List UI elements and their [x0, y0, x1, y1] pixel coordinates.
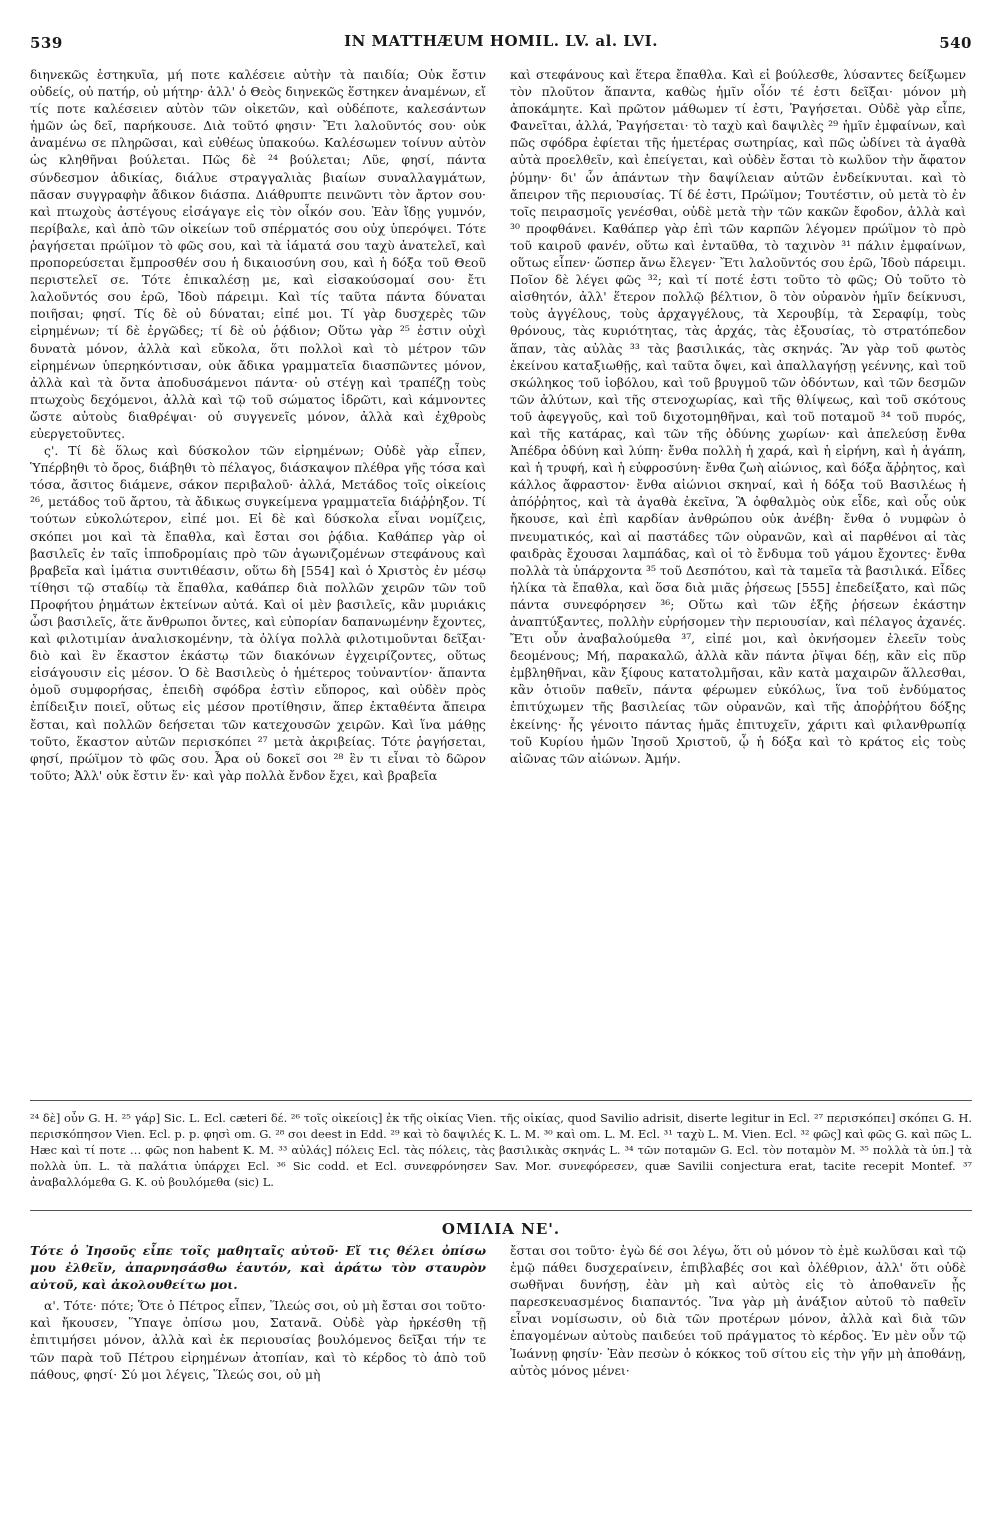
homily-divider [30, 1210, 972, 1211]
main-text-columns [30, 66, 972, 1106]
homily-title: ΟΜΙΛΙΑ ΝΕ'. [441, 1220, 561, 1238]
left-paragraph-1: διηνεκῶς ἑστηκυῖα, μή ποτε καλέσειε αὐτὴν τὰ παιδία; Οὐκ ἔστιν οὐδείς, οὐ πατήρ, οὐ μήτηρ· ἀλλ' ὁ Θεὸς διηνεκῶς ἕστηκεν ἀναμένων, εἴ τίς ποτε καλέσειεν αὐτὸν τῶν οἰκετῶν, καὶ οὐδέποτε, καλεσάντων ἡμῶν ὡς δεῖ, παρήκουσε. Διὰ τοῦτό φησιν· Ἔτι λαλοῦντός σου· οὐκ ἀναμένω σε πληρῶσαι, καὶ εὐθέως ὑπακούω. Καλέσωμεν τοίνυν αὐτὸν ὡς κληθῆναι βούλεται. Πῶς δὲ ²⁴ βούλεται; Λῦε, φησί, πάντα σύνδεσμον ἀδικίας, διάλυε στραγγαλιὰς βιαίων συναλλαγμάτων, πᾶσαν συγγραφὴν ἄδικον διάσπα. Διάθρυπτε πεινῶντι τὸν ἄρτον σου· καὶ πτωχοὺς ἀστέγους εἰσάγαγε εἰς τὸν οἶκόν σου. Ἐὰν ἴδῃς γυμνόν, περίβαλε, καὶ ἀπὸ τῶν οἰκείων τοῦ σπέρματός σου οὐχ ὑπερόψει. Τότε ῥαγήσεται πρώϊμον τὸ φῶς σου, καὶ τὰ ἰάματά σου ταχὺ ἀνατελεῖ, καὶ προπορεύσεται ἔμπροσθέν σου ἡ δικαιοσύνη σου, καὶ ἡ δόξα τοῦ Θεοῦ περιστελεῖ σε. Τότε ἐπικαλέσῃ με, καὶ εἰσακούσομαί σου· ἔτι λαλοῦντός σου ἐρῶ, Ἰδοὺ πάρειμι. Καὶ τίς ταῦτα πάντα δύναται ποιῆσαι; φησί. Τίς δὲ οὐ δύναται; εἰπέ μοι. Τί γὰρ δυσχερὲς τῶν εἰρημένων; τί δὲ ἐργῶδες; τί δὲ οὐ ῥᾴδιον; Οὕτω γὰρ ²⁵ ἐστιν οὐχὶ δυνατὰ μόνον, ἀλλὰ καὶ εὔκολα, ὅτι πολλοὶ καὶ τὸ μέτρον τῶν εἰρημένων ὑπερηκόντισαν, οὐκ ἄδικα γραμματεῖα διασπῶντες μόνον, ἀλλὰ καὶ τὰ ὄντα ἀποδυσάμενοι πάντα· οὐ στέγῃ καὶ τραπέζῃ τοὺς πτωχοὺς δεχόμενοι, ἀλλὰ καὶ τῷ τοῦ σώματος ἱδρῶτι, καὶ κάμνοντες ὥστε αὐτοὺς διαθρέψαι· οὐ συγγενεῖς μόνον, ἀλλὰ καὶ ἐχθροὺς εὐεργετοῦντες. [30, 67, 486, 441]
page-number-right: 540 [939, 34, 972, 52]
homily-left-body: α'. Τότε· πότε; Ὅτε ὁ Πέτρος εἶπεν, Ἵλεώς σοι, οὐ μὴ ἔσται σοι τοῦτο· καὶ ἤκουσεν, Ὕπαγε ὀπίσω μου, Σατανᾶ. Οὐδὲ γὰρ ἠρκέσθη τῇ ἐπιτιμήσει μόνον, ἀλλὰ καὶ ἐκ περιουσίας βουλόμενος δεῖξαι τήν τε τῶν παρὰ τοῦ Πέτρου εἰρημένων ἀτοπίαν, καὶ τὸ κέρδος τὸ ἀπὸ τοῦ πάθους, φησί· Σύ μοι λέγεις, Ἵλεώς σοι, οὐ μὴ [30, 1298, 486, 1382]
homily-right-body: ἔσται σοι τοῦτο· ἐγὼ δέ σοι λέγω, ὅτι οὐ μόνον τὸ ἐμὲ κωλῦσαι καὶ τῷ ἐμῷ πάθει δυσχεραίνειν, ἐπιβλαβές σοι καὶ ὀλέθριον, ἀλλ' ὅτι οὐδὲ σωθῆναι δυνήσῃ, ἐὰν μὴ καὶ αὐτὸς εἰς τὸ ἀποθανεῖν ᾖς παρεσκευασμένος διαπαντός. Ἵνα γὰρ μὴ ἀνάξιον αὐτοῦ τὸ παθεῖν εἶναι νομίσωσιν, οὐ διὰ τῶν προτέρων μόνον, ἀλλὰ καὶ διὰ τῶν ἐπαγομένων αὐτοὺς παιδεύει τοῦ πράγματος τὸ κέρδος. Ἐν μὲν οὖν τῷ Ἰωάννῃ φησίν· Ἐὰν πεσὼν ὁ κόκκος τοῦ σίτου εἰς τὴν γῆν μὴ ἀποθάνῃ, αὐτὸς μόνος μένει· [510, 1243, 966, 1378]
running-title: IN MATTHÆUM HOMIL. LV. al. LVI. [344, 32, 658, 50]
book-page [30, 30, 972, 1530]
homily-columns [30, 1242, 972, 1532]
footnote-divider [30, 1100, 972, 1101]
homily-lemma: Τότε ὁ Ἰησοῦς εἶπε τοῖς μαθηταῖς αὐτοῦ· Εἴ τις θέλει ὀπίσω μου ἐλθεῖν, ἀπαρνησάσθω ἑαυτόν, καὶ ἀράτω τὸν σταυρὸν αὐτοῦ, καὶ ἀκολουθείτω μοι. [30, 1243, 486, 1293]
homily-left-column [30, 1242, 486, 1383]
right-column [510, 66, 966, 1106]
left-paragraph-2: ς'. Τί δὲ ὅλως καὶ δύσκολον τῶν εἰρημένων; Οὐδὲ γὰρ εἶπεν, Ὑπέρβηθι τὸ ὄρος, διάβηθι τὸ πέλαγος, διάσκαψον πλέθρα γῆς τόσα καὶ τόσα, ἄσιτος διάμενε, σάκον περιβαλοῦ· ἀλλά, Μετάδος τοῖς οἰκείοις ²⁶, μετάδος τοῦ ἄρτου, τὰ ἄδικως συγκείμενα γραμματεῖα διάῤῥηξον. Τί τούτων εὐκολώτερον, εἰπέ μοι. Εἰ δὲ καὶ δύσκολα εἶναι νομίζεις, σκόπει μοι καὶ τὰ ἔπαθλα, καὶ ἔσται σοι ῥᾴδια. Καθάπερ γὰρ οἱ βασιλεῖς ἐν ταῖς ἱπποδρομίαις πρὸ τῶν ἀγωνιζομένων στεφάνους καὶ βραβεῖα καὶ ἱμάτια συντιθέασιν, οὕτω δὴ [554] καὶ ὁ Χριστὸς ἐν μέσῳ τίθησι τῷ σταδίῳ τὰ ἔπαθλα, καθάπερ διὰ πολλῶν χειρῶν τῶν τοῦ Προφήτου ῥημάτων ἐκτείνων αὐτά. Καὶ οἱ μὲν βασιλεῖς, κἂν μυριάκις ὦσι βασιλεῖς, ἅτε ἄνθρωποι ὄντες, καὶ εὐπορίαν δαπανωμένην ἔχοντες, καὶ φιλοτιμίαν ἀναλισκομένην, τὰ ὀλίγα πολλὰ φιλοτιμοῦνται δεῖξαι· διὸ καὶ ἓν ἕκαστον ἑκάστῳ τῶν διακόνων ἐγχειρίζοντες, οὕτως εἰσάγουσιν εἰς μέσον. Ὁ δὲ Βασιλεὺς ὁ ἡμέτερος τοὐναντίον· ἅπαντα ὁμοῦ συμφορήσας, ἐπειδὴ σφόδρα ἐστὶν εὔπορος, καὶ οὐδὲν πρὸς ἐπίδειξιν ποιεῖ, οὕτως εἰς μέσον προτίθησιν, ἅπερ ἐκταθέντα ἄπειρα ἔσται, καὶ πολλῶν δεήσεται τῶν κατεχουσῶν χειρῶν. Καὶ ἵνα μάθῃς τοῦτο, ἕκαστον αὐτῶν περισκόπει ²⁷ μετὰ ἀκριβείας. Τότε ῥαγήσεται, φησί, πρώϊμον τὸ φῶς σου. Ἆρα οὐ δοκεῖ σοι ²⁸ ἓν τι εἶναι τὸ δῶρον τοῦτο; Ἀλλ' οὐκ ἔστιν ἕν· καὶ γὰρ πολλὰ ἔνδον ἔχει, καὶ βραβεῖα [30, 443, 486, 783]
left-column [30, 66, 486, 1106]
page-header [30, 30, 972, 56]
homily-right-column [510, 1242, 966, 1379]
homily-section [30, 1220, 972, 1532]
footnote-text: ²⁴ δὲ] οὖν G. H. ²⁵ γάρ] Sic. L. Ecl. cæteri δέ. ²⁶ τοῖς οἰκείοις] ἐκ τῆς οἰκίας Vien. τῆς οἰκίας, quod Savilio adrisit, diserte legitur in Ecl. ²⁷ περισκόπει] σκόπει G. H. περισκόπησον Vien. Ecl. p. p. φησὶ om. G. ²⁸ σοι deest in Edd. ²⁹ καὶ τὸ δαψιλές K. L. M. ³⁰ καὶ om. L. M. Ecl. ³¹ ταχὺ L. M. Vien. Ecl. ³² φῶς] καὶ φῶς G. καὶ πῶς L. Hæc καὶ τί ποτε … φῶς non habent K. M. ³³ αὐλάς] πόλεις Ecl. τὰς πόλεις, τὰς βασιλικὰς σκηνάς L. ³⁴ τῶν ποταμῶν G. Ecl. τὸν ποταμὸν M. ³⁵ πολλὰ τὰ ὑπ.] τὰ πολλὰ ὑπ. L. τὰ παλάτια ὑπάρχει Ecl. ³⁶ Sic codd. et Ecl. συνεφρόνησεν Sav. Mor. συνεφόρεσεν, quæ Savilii conjectura erat, tacite recepit Montef. ³⁷ ἀναβαλλόμεθα G. K. οὐ βουλόμεθα (sic) L. [30, 1111, 972, 1189]
page-number-left: 539 [30, 34, 63, 52]
right-paragraph-1: καὶ στεφάνους καὶ ἕτερα ἔπαθλα. Καὶ εἰ βούλεσθε, λύσαντες δείξωμεν τὸν πλοῦτον ἅπαντα, καθὼς ἡμῖν οἷόν τέ ἐστι δεῖξαι· μόνον μὴ ἀποκάμητε. Καὶ πρῶτον μάθωμεν τί ἐστι, Ῥαγήσεται. Οὐδὲ γὰρ εἶπε, Φανεῖται, ἀλλά, Ῥαγήσεται· τὸ ταχὺ καὶ δαψιλὲς ²⁹ ἡμῖν ἐμφαίνων, καὶ πῶς σφόδρα ἐφίεται τῆς ἡμετέρας σωτηρίας, καὶ πῶς ὠδίνει τὰ ἀγαθὰ αὐτὰ προελθεῖν, καὶ ἐπείγεται, καὶ οὐδὲν ἔσται τὸ κωλῦον τὴν ἄφατον ῥύμην· δι' ὧν ἁπάντων τὴν δαψίλειαν αὐτῶν ἐνδείκνυται. καὶ τὸ ἄπειρον τῆς περιουσίας. Τί δέ ἐστι, Πρώϊμον; Τουτέστιν, οὐ μετὰ τὸ ἐν τοῖς πειρασμοῖς γενέσθαι, οὐδὲ μετὰ τὴν τῶν κακῶν ἔφοδον, ἀλλὰ καὶ ³⁰ προφθάνει. Καθάπερ γὰρ ἐπὶ τῶν καρπῶν λέγομεν πρώϊμον τὸ πρὸ τοῦ καιροῦ φανέν, οὕτω καὶ ἐνταῦθα, τὸ ταχινὸν ³¹ πάλιν ἐμφαίνων, οὕτως εἶπεν· ὥσπερ ἄνω ἔλεγεν· Ἔτι λαλοῦντός σου ἐρῶ, Ἰδοὺ πάρειμι. Ποῖον δὲ λέγει φῶς ³²; καὶ τί ποτέ ἐστι τοῦτο τὸ φῶς; Οὐ τοῦτο τὸ αἰσθητόν, ἀλλ' ἕτερον πολλῷ βέλτιον, ὃ τὸν οὐρανὸν ἡμῖν δείκνυσι, τοὺς ἀγγέλους, τοὺς ἀρχαγγέλους, τὰ Χερουβίμ, τὰ Σεραφίμ, τοὺς θρόνους, τὰς κυριότητας, τὰς ἀρχάς, τὰς ἐξουσίας, τὸ στρατόπεδον ἅπαν, τὰς αὐλὰς ³³ τὰς βασιλικάς, τὰς σκηνάς. Ἂν γὰρ τοῦ φωτὸς ἐκείνου καταξιωθῇς, καὶ ταῦτα ὄψει, καὶ ἀπαλλαγήσῃ γεέννης, καὶ τοῦ σκώληκος τοῦ ἰοβόλου, καὶ τοῦ βρυγμοῦ τῶν ὀδόντων, καὶ τῶν δεσμῶν τῶν ἀλύτων, καὶ τῆς στενοχωρίας, καὶ τῆς θλίψεως, καὶ τοῦ σκότους τοῦ ἀφεγγοῦς, καὶ τοῦ διχοτομηθῆναι, καὶ τοῦ ποταμοῦ ³⁴ τοῦ πυρός, καὶ τῆς κατάρας, καὶ τῶν τῆς ὀδύνης χωρίων· καὶ ἀπελεύσῃ ἔνθα Ἀπέδρα ὀδύνη καὶ λύπη· ἔνθα πολλὴ ἡ χαρά, καὶ ἡ εἰρήνη, καὶ ἡ ἀγάπη, καὶ ἡ τρυφή, καὶ ἡ εὐφροσύνη· ἔνθα ζωὴ αἰώνιος, καὶ δόξα ἄῤῥητος, καὶ κάλλος ἄφραστον· ἔνθα αἰώνιοι σκηναί, καὶ ἡ δόξα τοῦ Βασιλέως ἡ ἀπόῤῥητος, καὶ τὰ ἀγαθὰ ἐκεῖνα, Ἃ ὀφθαλμὸς οὐκ εἶδε, καὶ οὖς οὐκ ἤκουσε, καὶ ἐπὶ καρδίαν ἀνθρώπου οὐκ ἀνέβη· ἔνθα ὁ νυμφὼν ὁ πνευματικός, καὶ αἱ παστάδες τῶν οὐρανῶν, καὶ αἱ παρθένοι αἱ τὰς φαιδρὰς ἔχουσαι λαμπάδας, καὶ οἱ τὸ ἔνδυμα τοῦ γάμου ἔχοντες· ἔνθα πολλὰ τὰ ὑπάρχοντα ³⁵ τοῦ Δεσπότου, καὶ τὰ ταμεῖα τὰ βασιλικά. Εἶδες ἡλίκα τὰ ἔπαθλα, καὶ ὅσα διὰ μιᾶς ῥήσεως [555] ἐπεδείξατο, καὶ πῶς πάντα συνεφόρησεν ³⁶; Οὕτω καὶ τῶν ἑξῆς ῥήσεων ἑκάστην ἀναπτύξαντες, πολλὴν εὑρήσομεν τὴν περιουσίαν, καὶ πέλαγος ἀχανές. Ἔτι οὖν ἀναβαλούμεθα ³⁷, εἰπέ μοι, καὶ ὀκνήσομεν ἐλεεῖν τοὺς δεομένους; Μή, παρακαλῶ, ἀλλὰ κἂν πάντα ῥῖψαι δέῃ, κἂν εἰς πῦρ ἐμβληθῆναι, κἂν ξίφους κατατολμῆσαι, κἂν κατὰ μαχαιρῶν ἅλλεσθαι, κἂν ὁτιοῦν παθεῖν, πάντα φέρωμεν εὐκόλως, ἵνα τοῦ ἐνδύματος ἐπιτύχωμεν τῆς βασιλείας τῶν οὐρανῶν, καὶ τῆς ἀποῤῥήτου δόξης ἐκείνης· ἧς γένοιτο πάντας ἡμᾶς ἐπιτυχεῖν, χάριτι καὶ φιλανθρωπίᾳ τοῦ Κυρίου ἡμῶν Ἰησοῦ Χριστοῦ, ᾧ ἡ δόξα καὶ τὸ κράτος εἰς τοὺς αἰῶνας τῶν αἰώνων. Ἀμήν. [510, 67, 966, 766]
footnotes [30, 1110, 972, 1190]
